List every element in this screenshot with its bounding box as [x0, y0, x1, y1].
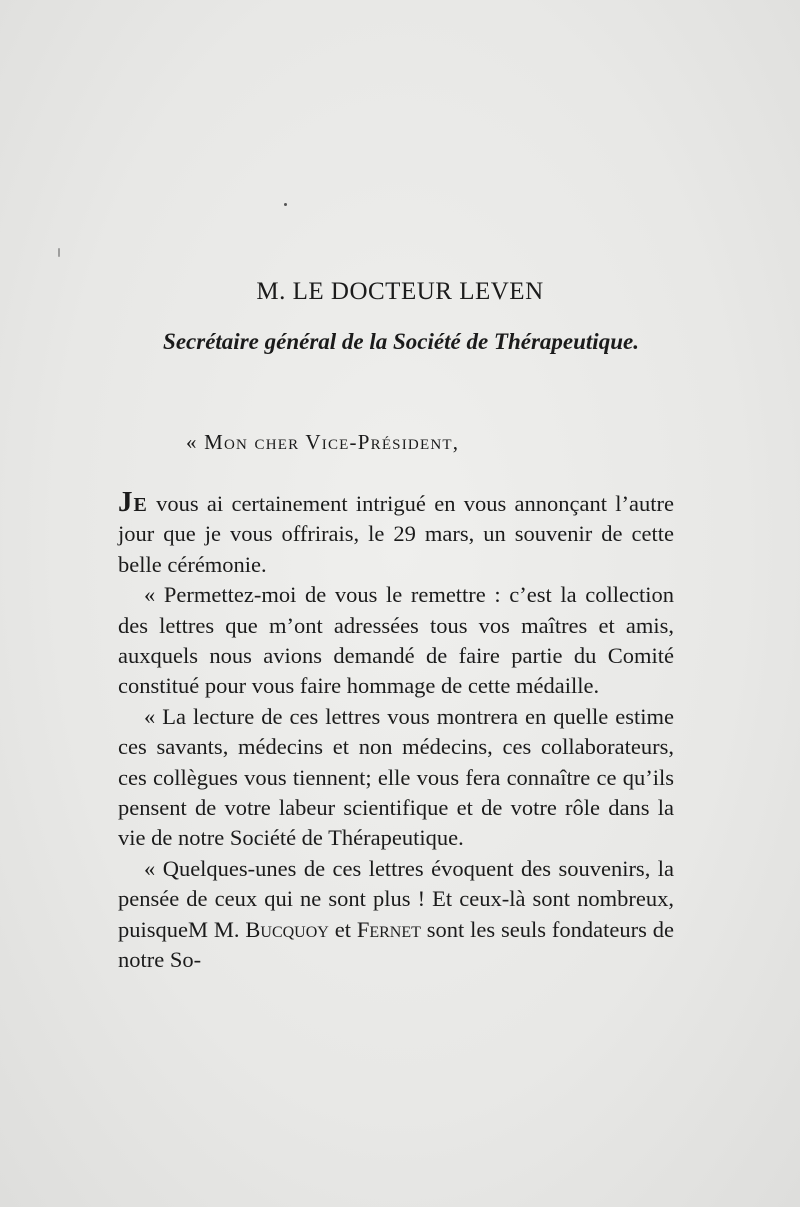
- drop-cap: Je: [118, 486, 148, 518]
- paragraph-4-text-a: « Quelques-unes de ces lettres évoquent des souvenirs, la pensée de ceux qui ne sont plus ! Et ceux-là sont nombreux, puisqueM M.: [118, 855, 674, 942]
- letter-body: [118, 487, 674, 976]
- paper-speck: [284, 203, 287, 206]
- paragraph-1-text: vous ai certainement intrigué en vous annonçant l’autre jour que je vous offrirais, le 29 mars, un souvenir de cette belle cérémonie.: [118, 491, 674, 577]
- paragraph-4: [118, 854, 674, 976]
- paragraph-3: « La lecture de ces lettres vous montrera en quelle estime ces savants, médecins et non médecins, ces collaborateurs, ces collègues vous tiennent; elle vous fera connaître ce qu’ils pensent de votre labeur scientifique et de votre rôle dans la vie de notre Société de Thérapeutique.: [118, 703, 674, 851]
- page-subtitle: Secrétaire général de la Société de Thérapeutique.: [163, 329, 639, 354]
- paragraph-2: « Permettez-moi de vous le remettre : c’est la collection des lettres que m’ont adressées tous vos maîtres et amis, auxquels nous avions demandé de faire partie du Comité constitué pour vous faire hommage de cette médaille.: [118, 582, 674, 699]
- paragraph-4-text-b: et: [328, 916, 357, 942]
- paper-speck: [58, 248, 60, 257]
- page-title: M. LE DOCTEUR LEVEN: [256, 278, 544, 305]
- name-bucquoy: Bucquoy: [245, 916, 329, 942]
- name-fernet: Fernet: [356, 916, 421, 942]
- letter-salutation: « Mon cher Vice-Président,: [186, 430, 460, 454]
- paragraph-1: [118, 487, 674, 580]
- paragraph-4-text-c: sont les seuls fondateurs de notre So-: [118, 916, 674, 973]
